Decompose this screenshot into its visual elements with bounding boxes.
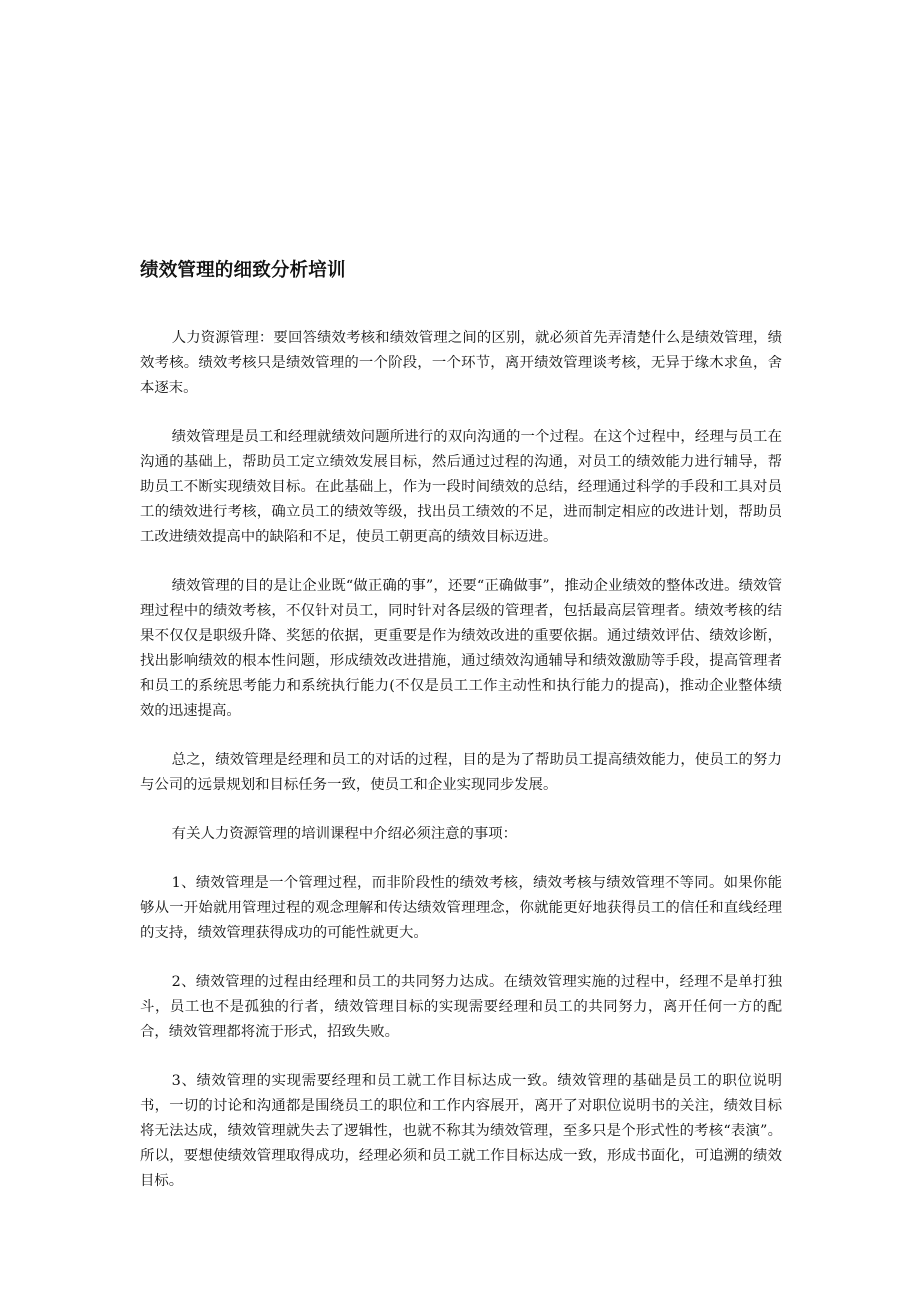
paragraph-notes-heading: 有关人力资源管理的培训课程中介绍必须注意的事项： (171, 826, 518, 842)
paragraph-intro: 人力资源管理：要回答绩效考核和绩效管理之间的区别，就必须首先弄清楚什么是绩效管理，绩效考核。绩效考核只是绩效管理的一个阶段，一个环节，离开绩效管理谈考核，无异于缘木求鱼，舍本逐末。 (140, 330, 782, 396)
document-page (140, 256, 782, 1218)
paragraph-point-1: 1、绩效管理是一个管理过程，而非阶段性的绩效考核，绩效考核与绩效管理不等同。如果你能够从一开始就用管理过程的观念理解和传达绩效管理理念，你就能更好地获得员工的信任和直线经理的支持，绩效管理获得成功的可能性就更大。 (140, 875, 782, 941)
document-title: 绩效管理的细致分析培训 (140, 260, 346, 281)
paragraph-point-2: 2、绩效管理的过程由经理和员工的共同努力达成。在绩效管理实施的过程中，经理不是单打独斗，员工也不是孤独的行者，绩效管理目标的实现需要经理和员工的共同努力，离开任何一方的配合，绩效管理都将流于形式，招致失败。 (140, 974, 782, 1040)
paragraph-definition: 绩效管理是员工和经理就绩效问题所进行的双向沟通的一个过程。在这个过程中，经理与员工在沟通的基础上，帮助员工定立绩效发展目标，然后通过过程的沟通，对员工的绩效能力进行辅导，帮助员工不断实现绩效目标。在此基础上，作为一段时间绩效的总结，经理通过科学的手段和工具对员工的绩效进行考核，确立员工的绩效等级，找出员工绩效的不足，进而制定相应的改进计划，帮助员工改进绩效提高中的缺陷和不足，使员工朝更高的绩效目标迈进。 (140, 429, 782, 545)
paragraph-summary: 总之，绩效管理是经理和员工的对话的过程，目的是为了帮助员工提高绩效能力，使员工的努力与公司的远景规划和目标任务一致，使员工和企业实现同步发展。 (140, 752, 782, 793)
paragraph-purpose: 绩效管理的目的是让企业既“做正确的事”，还要“正确做事”，推动企业绩效的整体改进。绩效管理过程中的绩效考核，不仅针对员工，同时针对各层级的管理者，包括最高层管理者。绩效考核的结果不仅仅是职级升降、奖惩的依据，更重要是作为绩效改进的重要依据。通过绩效评估、绩效诊断，找出影响绩效的根本性问题，形成绩效改进措施，通过绩效沟通辅导和绩效激励等手段，提高管理者和员工的系统思考能力和系统执行能力(不仅是员工工作主动性和执行能力的提高)，推动企业整体绩效的迅速提高。 (140, 578, 782, 719)
paragraph-point-3: 3、绩效管理的实现需要经理和员工就工作目标达成一致。绩效管理的基础是员工的职位说明书，一切的讨论和沟通都是围绕员工的职位和工作内容展开，离开了对职位说明书的关注，绩效目标将无法达成，绩效管理就失去了逻辑性，也就不称其为绩效管理，至多只是个形式性的考核“表演”。所以，要想使绩效管理取得成功，经理必须和员工就工作目标达成一致，形成书面化，可追溯的绩效目标。 (140, 1073, 782, 1189)
